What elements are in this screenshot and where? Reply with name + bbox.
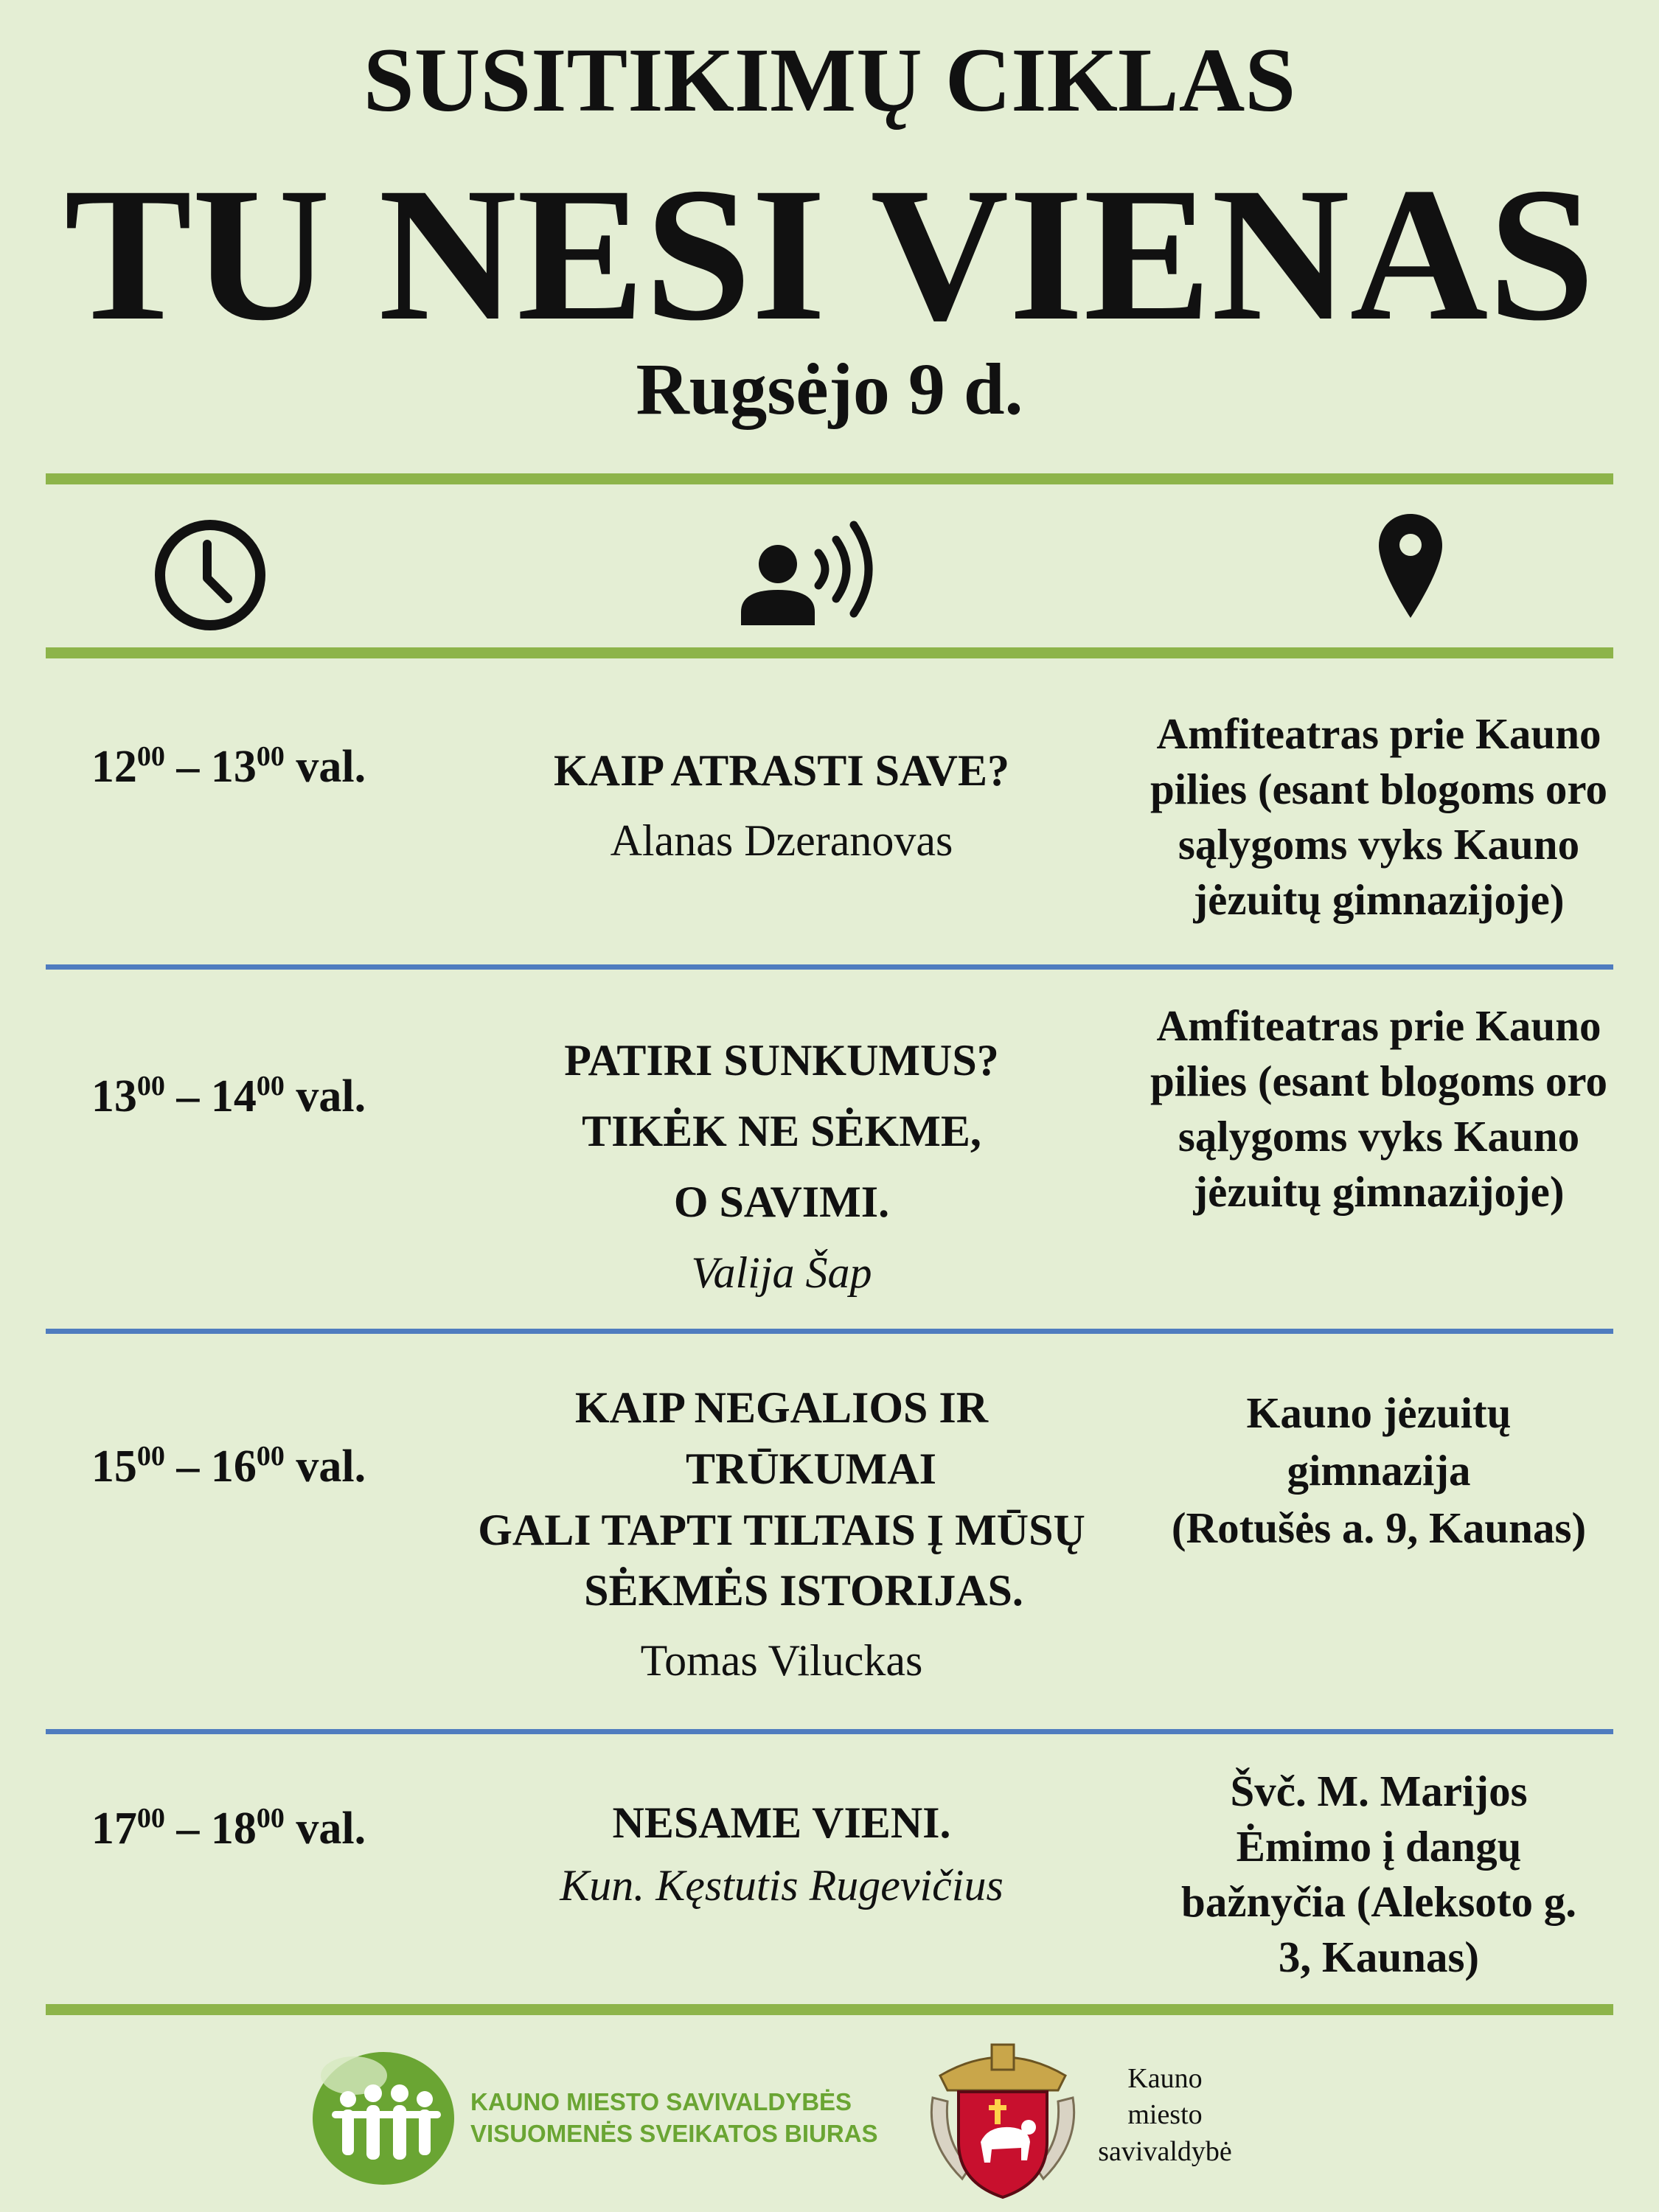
event-title: TU NESI VIENAS <box>64 148 1595 361</box>
event-speaker: Kun. Kęstutis Rugevičius <box>560 1861 1004 1910</box>
divider-row <box>46 1729 1613 1734</box>
health-bureau-logo <box>310 2046 457 2186</box>
event-topic: KAIP ATRASTI SAVE? Alanas Dzeranovas <box>413 741 1150 871</box>
event-date: Rugsėjo 9 d. <box>636 348 1023 430</box>
health-bureau-name: KAUNO MIESTO SAVIVALDYBĖS VISUOMENĖS SVEIKATOS BIURAS <box>470 2088 878 2147</box>
event-time: $13^{00} - 14^{00}$ val. <box>91 1071 366 1121</box>
event-time: $17^{00} - 18^{00}$ val. <box>91 1803 366 1854</box>
divider-bottom <box>46 2004 1613 2015</box>
event-place: Kauno jėzuitų gimnazija (Rotušės a. 9, Kaunas) <box>1171 1388 1587 1552</box>
event-time: $12^{00} - 13^{00}$ val. <box>91 741 366 792</box>
event-place: Amfiteatras prie Kauno pilies (esant blogoms oro sąlygoms vyks Kauno jėzuitų gimnazijoje) <box>1150 709 1608 924</box>
event-place: Amfiteatras prie Kauno pilies (esant blogoms oro sąlygoms vyks Kauno jėzuitų gimnazijoje) <box>1150 1001 1608 1216</box>
event-topic: PATIRI SUNKUMUS? TIKĖK NE SĖKME, O SAVIMI. Valija Šap <box>413 1025 1150 1308</box>
divider-row <box>46 1329 1613 1334</box>
event-place: Švč. M. Marijos Ėmimo į dangų bažnyčia (Aleksoto g. 3, Kaunas) <box>1181 1767 1576 1981</box>
divider-row <box>46 964 1613 970</box>
clock-icon <box>151 516 269 634</box>
series-title: SUSITIKIMŲ CIKLAS <box>363 29 1296 131</box>
event-topic: NESAME VIENI. Kun. Kęstutis Rugevičius <box>413 1795 1150 1913</box>
event-speaker: Alanas Dzeranovas <box>610 816 953 865</box>
event-topic: KAIP NEGALIOS IR TRŪKUMAI GALI TAPTI TILTAIS Į MŪSŲ SĖKMĖS ISTORIJAS. Tomas Viluckas <box>413 1377 1150 1691</box>
divider-header <box>46 647 1613 658</box>
location-pin-icon <box>1377 512 1444 619</box>
event-speaker: Valija Šap <box>691 1248 872 1297</box>
event-speaker: Tomas Viluckas <box>640 1636 923 1686</box>
event-time: $15^{00} - 16^{00}$ val. <box>91 1441 366 1492</box>
speaker-icon <box>737 509 892 627</box>
divider-top <box>46 473 1613 484</box>
kaunas-municipality-name: Kauno miesto savivaldybė <box>1098 2063 1232 2167</box>
